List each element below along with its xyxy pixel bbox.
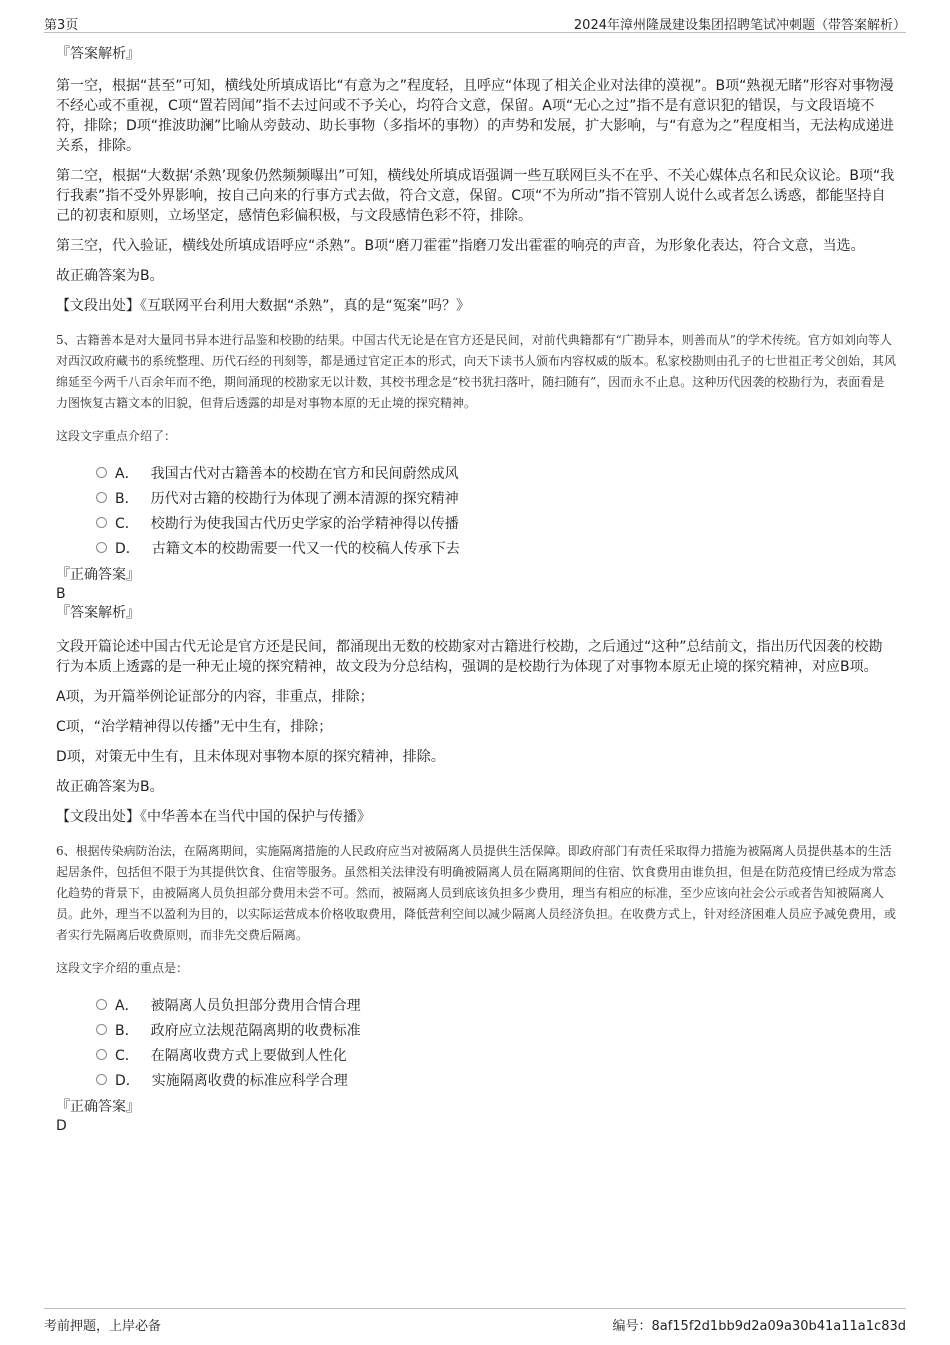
correct-answer: B [56,586,66,602]
question-5-options [96,460,896,560]
analysis-paragraph: 文段开篇论述中国古代无论是官方还是民间，都涌现出无数的校勘家对古籍进行校勘，之后通过“这种”总结前文，指出历代因袭的校勘行为本质上透露的是一种无止境的探究精神，故文段为分总结构，强调的是校勘行为体现了对事物本原无止境的探究精神，对应B项。 [56,639,883,675]
question-5-prompt: 这段文字重点介绍了： [56,429,177,443]
option-text: 被隔离人员负担部分费用合情合理 [150,997,361,1014]
analysis-conclusion: 故正确答案为B。 [56,268,164,284]
option-a[interactable] [96,992,896,1017]
radio-icon[interactable] [96,542,107,553]
option-letter: D． [115,540,140,557]
option-c[interactable] [96,1042,896,1067]
option-letter: C． [115,1047,139,1064]
option-text: 历代对古籍的校勘行为体现了溯本清源的探究精神 [150,490,459,507]
analysis-paragraph: C项，“治学精神得以传播”无中生有，排除； [56,719,333,735]
analysis-conclusion: 故正确答案为B。 [56,779,164,795]
option-letter: C． [115,515,139,532]
radio-icon[interactable] [96,467,107,478]
document-title: 2024年漳州隆晟建设集团招聘笔试冲刺题（带答案解析） [573,18,906,33]
option-text: 政府应立法规范隔离期的收费标准 [150,1022,361,1039]
option-text: 实施隔离收费的标准应科学合理 [151,1072,348,1089]
option-text: 校勘行为使我国古代历史学家的治学精神得以传播 [150,515,459,532]
analysis-label: 『答案解析』 [56,605,140,621]
question-6-text: 6、根据传染病防治法，在隔离期间，实施隔离措施的人民政府应当对被隔离人员提供生活保障。即政府部门有责任采取得力措施为被隔离人员提供基本的生活起居条件，包括但不限于为其提供饮食、住宿等服务。虽然相关法律没有明确被隔离人员在隔离期间的住宿、饮食费用由谁负担，但是在防范疫情已经成为常态化趋势的背景下，由被隔离人员负担部分费用未尝不可。然而，被隔离人员到底该负担多少费用，理当有相应的标准，至少应该向社会公示或者告知被隔离人员。此外，理当不以盈利为目的，以实际运营成本价格收取费用，降低营利空间以减少隔离人员经济负担。在收费方式上，针对经济困难人员应予减免费用，或者实行先隔离后收费原则，而非先交费后隔离。 [56,844,897,942]
option-b[interactable] [96,485,896,510]
radio-icon[interactable] [96,1024,107,1035]
footer-slogan: 考前押题，上岸必备 [44,1319,162,1334]
option-letter: B． [115,490,139,507]
page-number: 第3页 [44,18,79,33]
option-d[interactable] [96,535,896,560]
option-b[interactable] [96,1017,896,1042]
analysis-label: 『答案解析』 [56,46,140,62]
analysis-paragraph: A项，为开篇举例论证部分的内容，非重点，排除； [56,689,374,705]
question-5-text: 5、古籍善本是对大量同书异本进行品鉴和校勘的结果。中国古代无论是在官方还是民间，对前代典籍都有“广勘异本，则善而从”的学术传统。官方如刘向等人对西汉政府藏书的系统整理、历代石经的刊刻等，都是通过官定正本的形式，向天下读书人颁布内容权威的版本。私家校勘则由孔子的七世祖正考父创始，其风绵延至今两千八百余年而不绝，期间涌现的校勘家无以计数，其校书理念是“校书犹扫落叶，随扫随有”，因而永不止息。这种历代因袭的校勘行为，表面看是力图恢复古籍文本的旧貌，但背后透露的却是对事物本原的无止境的探究精神。 [56,333,897,410]
option-c[interactable] [96,510,896,535]
option-a[interactable] [96,460,896,485]
page-footer [44,1308,906,1334]
correct-answer: D [56,1118,67,1134]
question-6-prompt: 这段文字介绍的重点是： [56,961,189,975]
page-header [44,8,906,33]
correct-answer-label: 『正确答案』 [56,567,140,583]
analysis-paragraph: 第二空，根据“大数据‘杀熟’现象仍然频频曝出”可知，横线处所填成语强调一些互联网巨头不在乎、不关心媒体点名和民众议论。B项“我行我素”指不受外界影响，按自己向来的行事方式去做，符合文意，保留。C项“不为所动”指不管别人说什么或者怎么诱惑，都能坚持自己的初衷和原则，立场坚定，感情色彩偏积极，与文段感情色彩不符，排除。 [56,168,895,224]
analysis-paragraph: 第三空，代入验证，横线处所填成语呼应“杀熟”。B项“磨刀霍霍”指磨刀发出霍霍的响亮的声音，为形象化表达，符合文意，当选。 [56,238,865,254]
option-text: 在隔离收费方式上要做到人性化 [150,1047,347,1064]
option-text: 古籍文本的校勘需要一代又一代的校稿人传承下去 [151,540,460,557]
radio-icon[interactable] [96,1049,107,1060]
radio-icon[interactable] [96,999,107,1010]
document-id: 编号：8af15f2d1bb9d2a09a30b41a11a1c83d [612,1319,906,1334]
option-letter: A． [115,997,139,1014]
question-6-options [96,992,896,1092]
source-citation: 【文段出处】《互联网平台利用大数据“杀熟”，真的是“冤案”吗？》 [56,298,471,314]
option-text: 我国古代对古籍善本的校勘在官方和民间蔚然成风 [150,465,459,482]
option-letter: A． [115,465,139,482]
radio-icon[interactable] [96,1074,107,1085]
source-citation: 【文段出处】《中华善本在当代中国的保护与传播》 [56,809,371,825]
analysis-paragraph: D项，对策无中生有，且未体现对事物本原的探究精神，排除。 [56,749,445,765]
radio-icon[interactable] [96,492,107,503]
radio-icon[interactable] [96,517,107,528]
option-d[interactable] [96,1067,896,1092]
analysis-paragraph: 第一空，根据“甚至”可知，横线处所填成语比“有意为之”程度轻，且呼应“体现了相关企业对法律的漠视”。B项“熟视无睹”形容对事物漫不经心或不重视，C项“置若罔闻”指不去过问或不予关心，均符合文意，保留。A项“无心之过”指不是有意识犯的错误，与文段语境不符，排除；D项“推波助澜”比喻从旁鼓动、助长事物（多指坏的事物）的声势和发展，扩大影响，与“有意为之”程度相当，无法构成递进关系，排除。 [56,78,894,154]
correct-answer-label: 『正确答案』 [56,1099,140,1115]
option-letter: D． [115,1072,140,1089]
option-letter: B． [115,1022,139,1039]
page-content [56,44,896,1136]
